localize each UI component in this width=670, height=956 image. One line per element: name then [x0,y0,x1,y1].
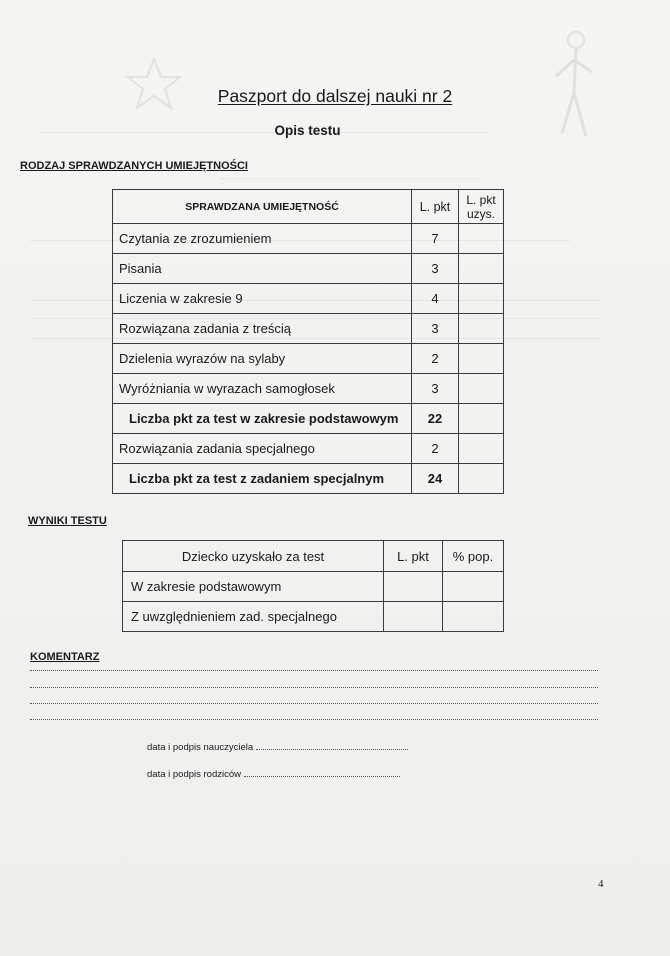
skills-table [112,189,504,494]
table-row-subtotal [113,404,504,434]
table-row [113,374,504,404]
column-header-earned: L. pkt uzys. [459,190,504,224]
skill-name: Wyróżniania w wyrazach samogłosek [113,374,412,404]
column-header-percent: % pop. [443,541,504,572]
table-row [123,572,504,602]
comment-line[interactable] [30,687,598,688]
results-section-heading: WYNIKI TESTU [28,515,107,527]
skill-points: 3 [412,314,459,344]
table-row [113,254,504,284]
result-label: W zakresie podstawowym [123,572,384,602]
page-number: 4 [598,878,604,890]
skill-earned-cell[interactable] [459,374,504,404]
page-title: Paszport do dalszej nauki nr 2 [217,86,453,106]
total-special-earned-cell[interactable] [459,464,504,494]
skill-points: 4 [412,284,459,314]
skill-earned-cell[interactable] [459,344,504,374]
table-row [113,224,504,254]
results-table [122,540,504,632]
subtotal-basic-label: Liczba pkt za test w zakresie podstawowym [113,404,412,434]
table-row [113,314,504,344]
skill-points: 2 [412,434,459,464]
table-row [113,344,504,374]
result-points-cell[interactable] [384,572,443,602]
skill-name: Rozwiązania zadania specjalnego [113,434,412,464]
teacher-signature-line [147,741,408,753]
parent-signature-field[interactable] [244,768,400,777]
table-row [113,284,504,314]
comment-section-heading: KOMENTARZ [30,651,100,663]
parent-signature-line [147,768,400,780]
skill-name: Dzielenia wyrazów na sylaby [113,344,412,374]
skill-points: 3 [412,254,459,284]
subtotal-basic-earned-cell[interactable] [459,404,504,434]
page-subtitle: Opis testu [274,123,341,138]
skill-earned-cell[interactable] [459,284,504,314]
skill-earned-cell[interactable] [459,314,504,344]
skill-earned-cell[interactable] [459,254,504,284]
skill-earned-cell[interactable] [459,224,504,254]
column-header-points: L. pkt [412,190,459,224]
result-percent-cell[interactable] [443,602,504,632]
result-label: Z uwzględnieniem zad. specjalnego [123,602,384,632]
skill-name: Czytania ze zrozumieniem [113,224,412,254]
comment-line[interactable] [30,703,598,704]
comment-line[interactable] [30,670,598,671]
total-special-points: 24 [412,464,459,494]
comment-line[interactable] [30,719,598,720]
skill-name: Rozwiązana zadania z treścią [113,314,412,344]
table-row [113,434,504,464]
column-header-skill: SPRAWDZANA UMIEJĘTNOŚĆ [113,190,412,224]
result-points-cell[interactable] [384,602,443,632]
total-special-label: Liczba pkt za test z zadaniem specjalnym [113,464,412,494]
skill-name: Pisania [113,254,412,284]
skills-section-heading: RODZAJ SPRAWDZANYCH UMIEJĘTNOŚCI [20,160,248,172]
skill-name: Liczenia w zakresie 9 [113,284,412,314]
table-row-total [113,464,504,494]
skills-table-header-row [113,190,504,224]
results-table-header-row [123,541,504,572]
skill-points: 7 [412,224,459,254]
teacher-signature-field[interactable] [256,741,408,750]
teacher-signature-label: data i podpis nauczyciela [147,742,254,753]
parent-signature-label: data i podpis rodziców [147,769,241,780]
skill-points: 2 [412,344,459,374]
column-header-child-score: Dziecko uzyskało za test [123,541,384,572]
result-percent-cell[interactable] [443,572,504,602]
column-header-points: L. pkt [384,541,443,572]
subtotal-basic-points: 22 [412,404,459,434]
skill-points: 3 [412,374,459,404]
table-row [123,602,504,632]
skill-earned-cell[interactable] [459,434,504,464]
